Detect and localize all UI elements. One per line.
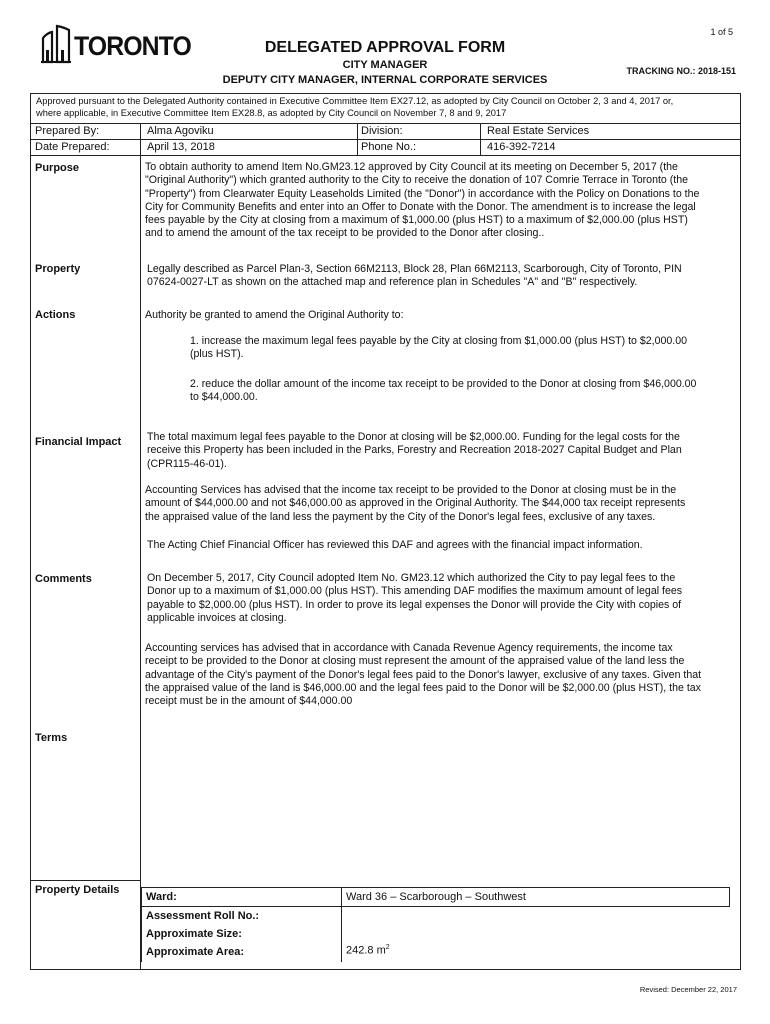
divider [30, 123, 741, 124]
text-line: receipt must be in the amount of $44,000.00 [145, 695, 353, 708]
text-line: To obtain authority to amend Item No.GM23.12 approved by City Council at its meeting on December 5, 2017 (the [145, 161, 678, 173]
prepared-by-value: Alma Agoviku [147, 125, 214, 137]
text-line: Donor up to a maximum of $1,000.00 (plus HST). This amending DAF modifies the maximum amount of legal fees [147, 585, 683, 598]
purpose-text [145, 161, 740, 241]
text-line: Legally described as Parcel Plan-3, Section 66M2113, Block 28, Plan 66M2113, Scarborough, City of Toronto, PIN [147, 263, 682, 275]
text-line: to $44,000.00. [190, 391, 258, 404]
column-divider [357, 123, 358, 155]
table-border [141, 906, 142, 962]
date-prepared-label: Date Prepared: [35, 141, 110, 153]
financial-impact-p1 [147, 431, 740, 471]
approx-area-value [346, 944, 390, 957]
comments-label: Comments [35, 573, 92, 585]
divider [30, 139, 741, 140]
actions-label: Actions [35, 309, 76, 321]
revised-date: Revised: December 22, 2017 [639, 985, 737, 994]
ward-label: Ward: [146, 891, 177, 903]
terms-label: Terms [35, 732, 68, 744]
property-text [147, 263, 740, 290]
divider [30, 155, 741, 156]
assessment-roll-label: Assessment Roll No.: [146, 910, 260, 922]
text-line: the appraised value of the land less the payment by the City of the Donor's legal fees, exclusive of any taxes. [145, 510, 656, 523]
approx-area-label: Approximate Area: [146, 946, 245, 958]
divider [30, 880, 140, 881]
text-line: "Property") from Clearwater Equity Leaseholds Limited (the "Donor") in accordance with the Policy on Donations to the [145, 187, 700, 200]
text-line: "Original Authority") which granted authority to the City to receive the donation of 107 Comrie Terrace in Toronto (the [145, 174, 688, 187]
text-line: City for Community Benefits and enter into an Offer to Donate with the Donor. The amendment is to increase the legal [145, 200, 696, 213]
text-line: Accounting Services has advised that the income tax receipt to be provided to the Donor at closing must be in the [145, 484, 677, 496]
form-title: DELEGATED APPROVAL FORM [264, 39, 506, 56]
comments-p1 [147, 572, 740, 625]
page-number: 1 of 5 [710, 27, 733, 37]
financial-impact-p3: The Acting Chief Financial Officer has reviewed this DAF and agrees with the financial impact information. [147, 539, 643, 551]
table-border [141, 887, 730, 888]
text-line: (plus HST). [190, 348, 244, 361]
tracking-number: TRACKING NO.: 2018-151 [626, 66, 736, 76]
area-number: 242.8 m [346, 944, 386, 957]
action-item-1 [190, 335, 740, 362]
text-line: Accounting services has advised that in accordance with Canada Revenue Agency requirements, the income tax [145, 642, 673, 654]
comments-p2 [145, 642, 741, 708]
division-label: Division: [361, 125, 403, 137]
approval-line-1: Approved pursuant to the Delegated Authority contained in Executive Committee Item EX27.12, as adopted by City Council on October 2, 3 and 4, 2017 or, [36, 96, 674, 106]
text-line: 2. reduce the dollar amount of the income tax receipt to be provided to the Donor at closing from $46,000.00 [190, 378, 697, 390]
logo-wordmark: TORONTO [74, 31, 191, 61]
purpose-label: Purpose [35, 162, 80, 174]
column-divider [480, 123, 481, 155]
table-border [141, 906, 730, 907]
text-line: 07624-0027-LT as shown on the attached map and reference plan in Schedules "A" and "B" respectively. [147, 276, 638, 289]
property-details-label: Property Details [35, 884, 120, 896]
phone-label: Phone No.: [361, 141, 417, 153]
division-value: Real Estate Services [487, 125, 590, 137]
approx-size-label: Approximate Size: [146, 928, 242, 940]
form-subtitle-city-manager: CITY MANAGER [342, 59, 428, 71]
approval-authority-note [36, 96, 736, 119]
ward-value: Ward 36 – Scarborough – Southwest [346, 891, 526, 903]
text-line: The total maximum legal fees payable to the Donor at closing will be $2,000.00. Funding for the legal costs for the [147, 431, 680, 443]
date-prepared-value: April 13, 2018 [147, 141, 215, 153]
table-border [729, 887, 730, 906]
prepared-by-label: Prepared By: [35, 125, 100, 137]
text-line: and to amend the amount of the tax receipt to be provided to the Donor after closing.. [145, 227, 545, 240]
text-line: receipt to be provided to the Donor at closing must represent the amount of the appraised value of the land less the [145, 655, 685, 668]
text-line: (CPR115-46-01). [147, 457, 227, 470]
text-line: the appraised value of the land is $46,000.00 and the legal fees paid to the Donor will be $2,000.00 (plus HST), the tax [145, 681, 701, 694]
text-line: 1. increase the maximum legal fees payable by the City at closing from $1,000.00 (plus HST) to $2,000.00 [190, 335, 687, 347]
actions-intro: Authority be granted to amend the Original Authority to: [145, 309, 404, 321]
text-line: fees payable by the City at closing from a maximum of $1,000.00 (plus HST) to a maximum of $2,000.00 (plus HST) [145, 214, 688, 227]
phone-value: 416-392-7214 [487, 141, 556, 153]
column-divider [140, 123, 141, 970]
action-item-2 [190, 378, 740, 405]
financial-impact-label: Financial Impact [35, 436, 122, 448]
text-line: receive this Property has been included in the Parks, Forestry and Recreation 2018-2027 Capital Budget and Plan [147, 444, 682, 457]
area-unit-superscript: 2 [385, 944, 390, 951]
property-label: Property [35, 263, 81, 275]
table-border [141, 887, 142, 906]
text-line: amount of $44,000.00 and not $46,000.00 as approved in the Original Authority. The $44,000 tax receipt represents [145, 497, 686, 510]
text-line: advantage of the City's payment of the Donor's legal fees paid to the Donor's lawyer, exclusive of any taxes. Given that [145, 668, 702, 681]
text-line: On December 5, 2017, City Council adopted Item No. GM23.12 which authorized the City to pay legal fees to the [147, 572, 676, 584]
table-border [341, 887, 342, 906]
approval-line-2: where applicable, in Executive Committee Item EX28.8, as adopted by City Council on November 7, 8 and 9, 2017 [36, 107, 507, 118]
financial-impact-p2 [145, 484, 740, 524]
form-subtitle-deputy: DEPUTY CITY MANAGER, INTERNAL CORPORATE SERVICES [222, 74, 548, 86]
table-border [341, 906, 342, 962]
text-line: applicable invoices at closing. [147, 611, 287, 624]
text-line: payable to $2,000.00 (plus HST). In order to prove its legal expenses the Donor will provide the City with copies of [147, 598, 682, 611]
